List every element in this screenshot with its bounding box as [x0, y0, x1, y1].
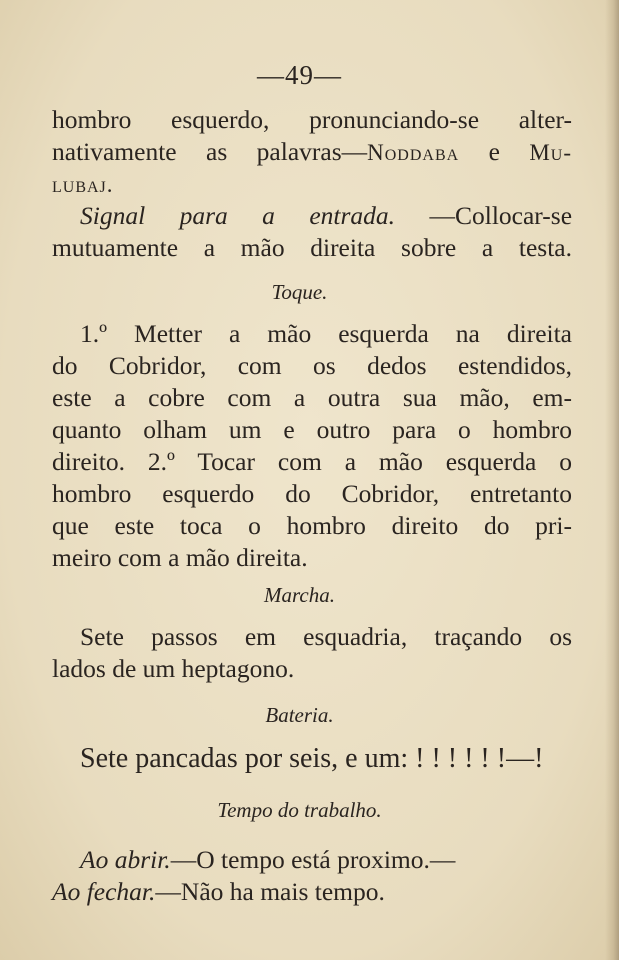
heading-bateria: Bateria.: [265, 703, 334, 727]
text-run: —Collocar-se: [395, 201, 573, 230]
text-run: nativamente as palavras—: [52, 137, 368, 166]
name-noddaba: Noddaba: [367, 140, 460, 165]
paragraph-4-line-1: Sete passos em esquadria, traçando os: [80, 622, 572, 651]
paragraph-5-line-2: [52, 876, 572, 908]
name-mulubaj-part2: lubaj.: [52, 172, 114, 197]
paragraph-3-line-6: hombro esquerdo do Cobridor, entretanto: [52, 479, 572, 508]
ao-fechar-label: Ao fechar.: [52, 877, 156, 906]
paragraph-2-line-2: mutuamente a mão direita sobre a testa.: [52, 233, 572, 262]
heading-marcha: Marcha.: [264, 583, 335, 607]
paragraph-4-line-2: lados de um heptagono.: [52, 654, 295, 683]
paragraph-2-line-1: [80, 200, 572, 232]
ao-abrir-label: Ao abrir.: [80, 845, 171, 874]
page-number: —49—: [257, 60, 342, 90]
paragraph-1-line-3: [52, 168, 572, 201]
paragraph-1-line-2: [52, 136, 572, 169]
heading-tempo-do-trabalho: Tempo do trabalho.: [217, 798, 382, 822]
page-edge-shadow: [605, 0, 619, 960]
paragraph-3-line-4: quanto olham um e outro para o hombro: [52, 415, 572, 444]
text-run: —Não ha mais tempo.: [155, 877, 385, 906]
paragraph-3-line-1: 1.º Metter a mão esquerda na direita: [80, 319, 572, 348]
paragraph-3-line-7: que este toca o hombro direito do pri-: [52, 511, 572, 540]
paragraph-1-line-1: hombro esquerdo, pronunciando-se alter-: [52, 105, 572, 134]
paragraph-3-line-8: meiro com a mão direita.: [52, 543, 308, 572]
paragraph-3-line-2: do Cobridor, com os dedos estendidos,: [52, 351, 572, 380]
paragraph-3-line-5: direito. 2.º Tocar com a mão esquerda o: [52, 447, 572, 476]
paragraph-3-line-3: este a cobre com a outra sua mão, em-: [52, 383, 572, 412]
text-run: —O tempo está proximo.—: [170, 845, 456, 874]
name-mulubaj-part1: Mu-: [529, 140, 572, 165]
text-run: e: [459, 137, 530, 166]
paragraph-5-line-1: [80, 844, 572, 876]
signal-title: Signal para a entrada.: [80, 201, 396, 230]
heading-toque: Toque.: [271, 280, 328, 304]
bateria-text: Sete pancadas por seis, e um: ! ! ! ! ! !—!: [80, 743, 544, 774]
